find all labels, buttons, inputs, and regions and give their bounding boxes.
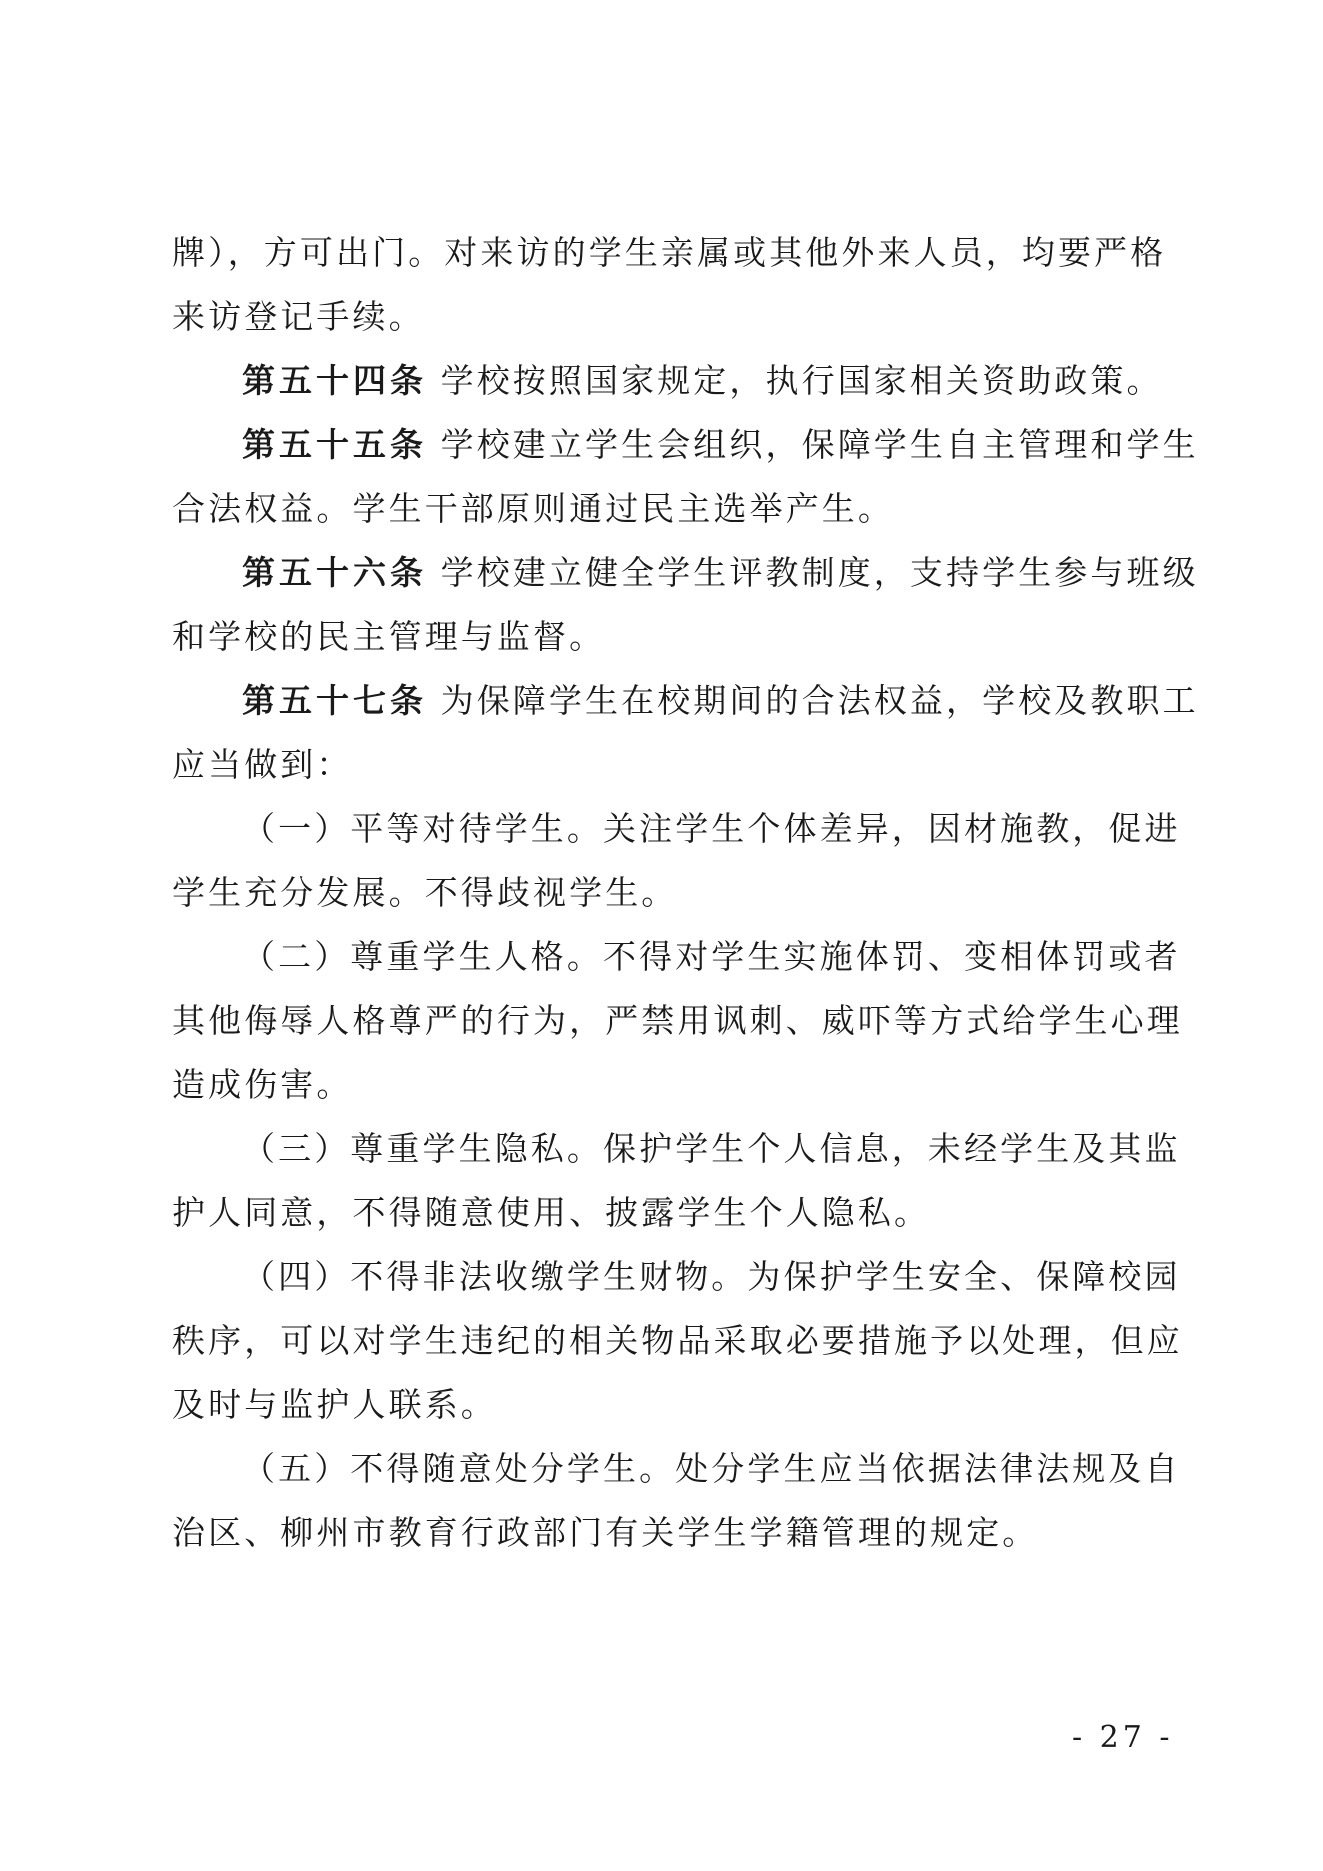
article-number: 第五十四条 [242,361,427,400]
text-line: 造成伤害。 [172,1065,353,1104]
clause-3: （三）尊重学生隐私。保护学生个人信息，未经学生及其监 [242,1129,1181,1168]
text-line: 及时与监护人联系。 [172,1385,497,1424]
article-number: 第五十五条 [242,425,427,464]
clause-2: （二）尊重学生人格。不得对学生实施体罚、变相体罚或者 [242,937,1181,976]
text-line: 和学校的民主管理与监督。 [172,617,606,656]
text-line: 应当做到： [172,745,353,784]
article-56: 第五十六条 学校建立健全学生评教制度，支持学生参与班级 [242,553,1199,592]
page-number: - 27 - [1072,1720,1174,1755]
text-line: 秩序，可以对学生违纪的相关物品采取必要措施予以处理，但应 [172,1321,1183,1360]
clause-4: （四）不得非法收缴学生财物。为保护学生安全、保障校园 [242,1257,1181,1296]
text-line: 牌），方可出门。对来访的学生亲属或其他外来人员，均要严格 [172,233,1167,272]
article-54: 第五十四条 学校按照国家规定，执行国家相关资助政策。 [242,361,1163,400]
text-line: 护人同意，不得随意使用、披露学生个人隐私。 [172,1193,931,1232]
text-line: 治区、柳州市教育行政部门有关学生学籍管理的规定。 [172,1513,1039,1552]
article-number: 第五十六条 [242,553,427,592]
text-line: 合法权益。学生干部原则通过民主选举产生。 [172,489,894,528]
article-57: 第五十七条 为保障学生在校期间的合法权益，学校及教职工 [242,681,1199,720]
article-55: 第五十五条 学校建立学生会组织，保障学生自主管理和学生 [242,425,1199,464]
article-number: 第五十七条 [242,681,427,720]
clause-5: （五）不得随意处分学生。处分学生应当依据法律法规及自 [242,1449,1181,1488]
clause-1: （一）平等对待学生。关注学生个体差异，因材施教，促进 [242,809,1181,848]
text-line: 其他侮辱人格尊严的行为，严禁用讽刺、威吓等方式给学生心理 [172,1001,1183,1040]
text-line: 来访登记手续。 [172,297,425,336]
text-line: 学生充分发展。不得歧视学生。 [172,873,678,912]
